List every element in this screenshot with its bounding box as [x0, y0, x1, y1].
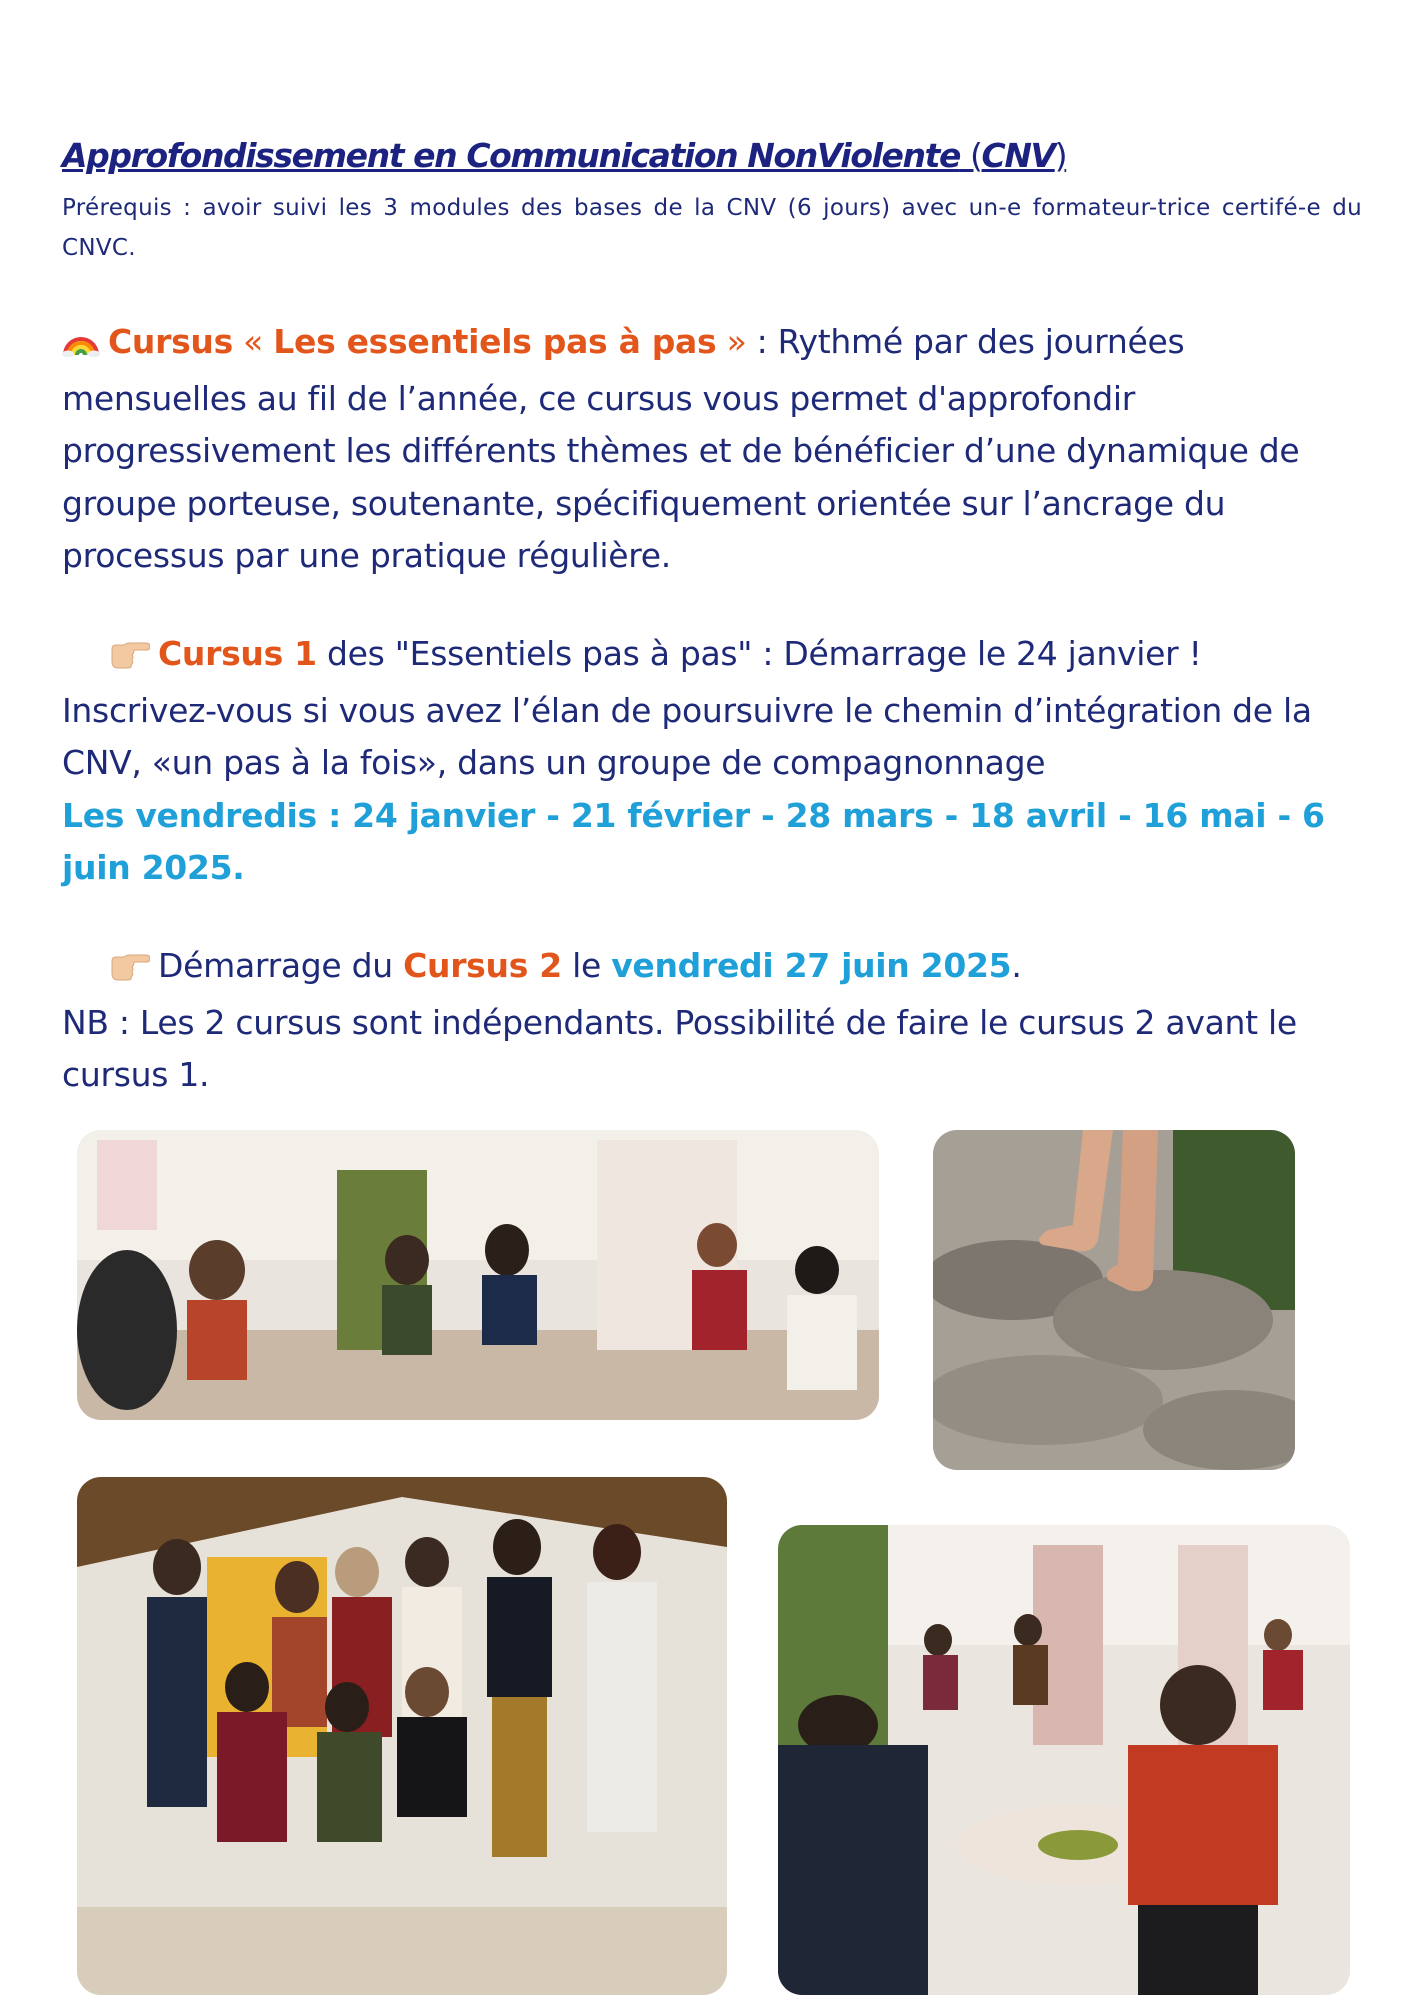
- cursus1-body: Inscrivez-vous si vous avez l’élan de poursuivre le chemin d’intégration de la CNV, «un pas à la fois», dans un groupe de compagnonnage: [62, 690, 1312, 782]
- prerequisite-text: Prérequis : avoir suivi les 3 modules des bases de la CNV (6 jours) avec un-e formateur-trice certifé-e du CNVC.: [62, 195, 1362, 261]
- quote-close: »: [726, 322, 747, 361]
- photo-group-standing: [77, 1477, 727, 1995]
- photo-group-seated: [77, 1130, 879, 1420]
- photo-circle-mandala: [778, 1525, 1350, 1995]
- rainbow-icon: [62, 320, 100, 373]
- cursus1-dates: Les vendredis : 24 janvier - 21 février - 28 mars - 18 avril - 16 mai - 6 juin 2025.: [62, 795, 1325, 887]
- essentiels-name: Les essentiels pas à pas: [273, 322, 717, 361]
- cursus2-label: Cursus 2: [403, 946, 562, 985]
- cursus2-paragraph: [62, 940, 1372, 1102]
- cursus1-paragraph: [62, 628, 1372, 895]
- pointing-hand-icon: [110, 632, 150, 685]
- cursus2-text-before: Démarrage du: [158, 946, 393, 985]
- essentiels-description: : Rythmé par des journées mensuelles au fil de l’année, ce cursus vous permet d'approfondir progressivement les différents thèmes et de bénéficier d’une dynamique de groupe porteuse, soutenante, spécifiquement orientée sur l’ancrage du processus par une pratique régulière.: [62, 322, 1300, 575]
- cursus1-label: Cursus 1: [158, 634, 317, 673]
- cursus-label: Cursus: [108, 322, 233, 361]
- cursus2-date: vendredi 27 juin 2025: [611, 946, 1012, 985]
- photo-feet-stones: [933, 1130, 1295, 1470]
- title-abbreviation: CNV: [981, 136, 1055, 175]
- quote-open: «: [243, 322, 264, 361]
- page-title: Approfondissement en Communication NonViolente (CNV): [62, 136, 1067, 175]
- cursus2-note: NB : Les 2 cursus sont indépendants. Possibilité de faire le cursus 2 avant le cursus 1.: [62, 1002, 1297, 1094]
- cursus2-text-end: .: [1011, 946, 1022, 985]
- cursus1-intro: des "Essentiels pas à pas" : Démarrage le 24 janvier !: [327, 634, 1202, 673]
- essentiels-paragraph: [62, 316, 1372, 583]
- title-paren-close: ): [1054, 136, 1067, 175]
- cursus2-text-middle: le: [572, 946, 601, 985]
- pointing-hand-icon: [110, 944, 150, 997]
- title-paren-open: (: [970, 136, 982, 175]
